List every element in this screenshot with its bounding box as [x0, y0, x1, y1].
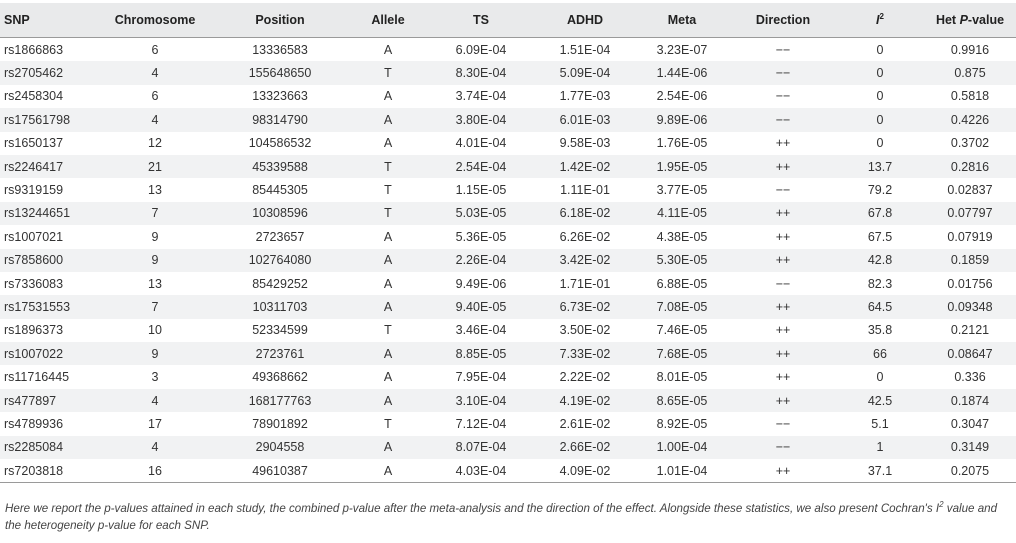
table-row — [0, 295, 1016, 318]
cell-adhd: 6.26E-02 — [559, 229, 611, 244]
cell-direction: −− — [775, 112, 791, 127]
table-row — [0, 272, 1016, 295]
cell-direction: −− — [775, 276, 791, 291]
cell-het-p-value: 0.875 — [954, 66, 986, 81]
cell-allele: A — [383, 370, 393, 385]
cell-ts: 7.95E-04 — [455, 370, 507, 385]
cell-position: 49610387 — [210, 459, 350, 483]
cell-position: 85429252 — [252, 276, 308, 291]
cell-direction: ++ — [775, 299, 791, 314]
cell-chromosome: 7 — [151, 206, 159, 221]
cell-het-p-value: 0.3047 — [950, 416, 990, 431]
cell-meta: 7.68E-05 — [656, 346, 708, 361]
cell-adhd: 2.66E-02 — [559, 440, 611, 455]
cell-allele: T — [384, 416, 392, 431]
cell-ts: 5.03E-05 — [455, 206, 507, 221]
cell-snp: rs1896373 — [4, 323, 64, 338]
cell-meta: 1.00E-04 — [656, 440, 708, 455]
cell-adhd: 3.50E-02 — [559, 323, 611, 338]
cell-snp: rs1007021 — [4, 229, 64, 244]
cell-position: 168177763 — [248, 393, 312, 408]
cell-allele: T — [384, 159, 392, 174]
header-direction: Direction — [730, 3, 836, 38]
cell-allele: A — [383, 42, 393, 57]
cell-het-p-value: 0.07919 — [947, 229, 993, 244]
cell-chromosome: 6 — [151, 42, 159, 57]
cell-position: 98314790 — [252, 112, 308, 127]
cell-snp: rs7858600 — [4, 253, 64, 268]
cell-allele: A — [383, 253, 393, 268]
cell-meta: 3.23E-07 — [656, 42, 708, 57]
cell-direction: ++ — [730, 459, 836, 483]
cell-direction: ++ — [775, 253, 791, 268]
cell-meta: 8.92E-05 — [656, 416, 708, 431]
cell-position: 13323663 — [252, 89, 308, 104]
cell-snp: rs2705462 — [4, 66, 64, 81]
cell-snp: rs11716445 — [4, 370, 70, 385]
cell-meta: 6.88E-05 — [656, 276, 708, 291]
cell-chromosome: 21 — [148, 159, 162, 174]
cell-allele: T — [384, 206, 392, 221]
cell-allele: A — [383, 393, 393, 408]
i2-letter: I — [876, 13, 880, 27]
cell-snp: rs13244651 — [4, 206, 71, 221]
cell-meta: 2.54E-06 — [656, 89, 708, 104]
cell-ts: 3.10E-04 — [455, 393, 507, 408]
cell-direction: ++ — [775, 393, 791, 408]
cell-direction: −− — [775, 66, 791, 81]
table-caption — [5, 500, 1011, 534]
cell-chromosome: 4 — [151, 393, 159, 408]
table-header-row — [0, 3, 1016, 38]
cell-adhd: 1.51E-04 — [559, 42, 611, 57]
cell-i2: 42.8 — [867, 253, 893, 268]
cell-direction: ++ — [775, 159, 791, 174]
cell-i2: 0 — [876, 42, 884, 57]
cell-chromosome: 17 — [148, 416, 162, 431]
cell-adhd: 6.18E-02 — [559, 206, 611, 221]
table-row — [0, 412, 1016, 435]
cell-ts: 6.09E-04 — [455, 42, 507, 57]
cell-chromosome: 6 — [151, 89, 159, 104]
cell-direction: ++ — [775, 206, 791, 221]
cell-ts: 5.36E-05 — [455, 229, 507, 244]
cell-ts: 3.80E-04 — [455, 112, 507, 127]
cell-chromosome: 16 — [100, 459, 210, 483]
cell-snp: rs2458304 — [4, 89, 64, 104]
het-p-letter: P — [959, 13, 968, 27]
cell-direction: −− — [775, 42, 791, 57]
cell-position: 2723761 — [255, 346, 305, 361]
header-snp: SNP — [0, 3, 100, 38]
cell-ts: 8.85E-05 — [455, 346, 507, 361]
cell-i2: 1 — [876, 440, 884, 455]
table-row — [0, 436, 1016, 459]
cell-adhd: 6.01E-03 — [559, 112, 611, 127]
cell-ts: 8.07E-04 — [455, 440, 507, 455]
cell-adhd: 4.09E-02 — [536, 459, 634, 483]
cell-i2: 79.2 — [867, 183, 893, 198]
cell-snp: rs1650137 — [4, 136, 64, 151]
cell-meta: 4.11E-05 — [657, 206, 707, 221]
cell-direction: −− — [775, 416, 791, 431]
cell-ts: 2.54E-04 — [455, 159, 507, 174]
cell-position: 85445305 — [252, 183, 308, 198]
cell-het-p-value: 0.1859 — [950, 253, 990, 268]
cell-ts: 3.74E-04 — [455, 89, 507, 104]
cell-ts: 9.40E-05 — [455, 299, 507, 314]
cell-meta: 8.65E-05 — [656, 393, 708, 408]
cell-adhd: 2.22E-02 — [559, 370, 611, 385]
cell-het-p-value: 0.4226 — [950, 112, 990, 127]
cell-meta: 1.95E-05 — [656, 159, 708, 174]
cell-snp: rs7336083 — [4, 276, 64, 291]
het-suffix: -value — [967, 13, 1005, 27]
cell-i2: 13.7 — [867, 159, 893, 174]
table-row — [0, 319, 1016, 342]
cell-i2: 66 — [873, 346, 887, 361]
cell-position: 104586532 — [248, 136, 312, 151]
cell-meta: 5.30E-05 — [656, 253, 708, 268]
table-row — [0, 389, 1016, 412]
cell-snp: rs4789936 — [4, 416, 64, 431]
cell-het-p-value: 0.08647 — [947, 346, 993, 361]
i2-superscript: 2 — [879, 11, 884, 21]
table-body — [0, 38, 1016, 483]
cell-allele: A — [383, 299, 393, 314]
cell-direction: −− — [775, 89, 791, 104]
cell-chromosome: 9 — [151, 229, 159, 244]
cell-i2: 82.3 — [867, 276, 893, 291]
cell-chromosome: 13 — [148, 276, 162, 291]
cell-allele: A — [383, 276, 393, 291]
caption-text-part2: value and the heterogeneity p-value for each SNP. — [5, 502, 998, 532]
cell-snp: rs17531553 — [4, 299, 71, 314]
cell-position: 102764080 — [248, 253, 312, 268]
cell-i2: 0 — [876, 370, 884, 385]
cell-chromosome: 12 — [148, 136, 162, 151]
cell-i2: 0 — [876, 66, 884, 81]
cell-chromosome: 3 — [151, 370, 159, 385]
cell-het-p-value: 0.5818 — [950, 89, 990, 104]
cell-meta: 1.44E-06 — [656, 66, 708, 81]
cell-meta: 8.01E-05 — [656, 370, 708, 385]
cell-i2: 64.5 — [867, 299, 893, 314]
caption-i-letter: I — [935, 502, 940, 515]
cell-allele: A — [383, 136, 393, 151]
cell-position: 10311703 — [252, 299, 308, 314]
table-row — [0, 85, 1016, 108]
cell-adhd: 9.58E-03 — [559, 136, 611, 151]
table-row — [0, 132, 1016, 155]
cell-het-p-value: 0.2816 — [950, 159, 990, 174]
table-row — [0, 61, 1016, 84]
cell-ts: 3.46E-04 — [455, 323, 507, 338]
cell-i2: 67.5 — [867, 229, 893, 244]
cell-adhd: 5.09E-04 — [559, 66, 611, 81]
table-row — [0, 178, 1016, 201]
cell-allele: A — [383, 229, 393, 244]
cell-direction: −− — [775, 440, 791, 455]
cell-snp: rs1007022 — [4, 346, 64, 361]
table-row — [0, 108, 1016, 131]
header-chromosome: Chromosome — [100, 3, 210, 38]
cell-meta: 1.01E-04 — [634, 459, 730, 483]
cell-i2: 35.8 — [867, 323, 893, 338]
cell-chromosome: 4 — [151, 112, 159, 127]
cell-chromosome: 7 — [151, 299, 159, 314]
cell-position: 78901892 — [252, 416, 308, 431]
cell-allele: T — [384, 183, 392, 198]
cell-allele: A — [383, 346, 393, 361]
snp-results-table — [0, 3, 1016, 483]
header-ts: TS — [426, 3, 536, 38]
cell-allele: A — [383, 440, 393, 455]
table-row — [0, 342, 1016, 365]
cell-snp: rs17561798 — [4, 112, 71, 127]
cell-allele: A — [383, 112, 393, 127]
cell-het-p-value: 0.9916 — [950, 42, 990, 57]
cell-position: 45339588 — [252, 159, 308, 174]
header-adhd: ADHD — [536, 3, 634, 38]
cell-allele: A — [383, 89, 393, 104]
cell-meta: 3.77E-05 — [656, 183, 708, 198]
cell-adhd: 7.33E-02 — [559, 346, 611, 361]
cell-het-p-value: 0.02837 — [947, 183, 993, 198]
cell-i2: 42.5 — [867, 393, 893, 408]
cell-position: 2904558 — [255, 440, 305, 455]
header-i2 — [836, 3, 924, 38]
cell-adhd: 3.42E-02 — [559, 253, 611, 268]
cell-het-p-value: 0.2121 — [950, 323, 990, 338]
cell-chromosome: 13 — [148, 183, 162, 198]
cell-het-p-value: 0.07797 — [947, 206, 993, 221]
header-allele: Allele — [350, 3, 426, 38]
cell-position: 49368662 — [252, 370, 308, 385]
cell-adhd: 1.71E-01 — [559, 276, 611, 291]
cell-het-p-value: 0.01756 — [947, 276, 993, 291]
cell-position: 52334599 — [252, 323, 308, 338]
cell-meta: 4.38E-05 — [656, 229, 708, 244]
cell-snp: rs7203818 — [0, 459, 100, 483]
cell-het-p-value: 0.336 — [954, 370, 986, 385]
cell-position: 2723657 — [255, 229, 305, 244]
cell-allele: T — [384, 323, 392, 338]
cell-adhd: 1.42E-02 — [559, 159, 611, 174]
cell-ts: 2.26E-04 — [455, 253, 507, 268]
cell-snp: rs9319159 — [4, 183, 64, 198]
caption-i-superscript: 2 — [939, 500, 944, 510]
table-row — [0, 155, 1016, 178]
table-row — [0, 202, 1016, 225]
cell-het-p-value: 0.3149 — [950, 440, 990, 455]
cell-meta: 7.08E-05 — [656, 299, 708, 314]
caption-text-part1: Here we report the p-values attained in each study, the combined p-value after the meta-analysis and the direction of the effect. Alongside these statistics, we also present Cochran's — [5, 502, 936, 515]
cell-i2: 67.8 — [867, 206, 893, 221]
cell-position: 155648650 — [248, 66, 312, 81]
cell-allele: A — [350, 459, 426, 483]
cell-snp: rs1866863 — [4, 42, 64, 57]
table-row — [0, 38, 1016, 62]
cell-het-p-value: 0.09348 — [947, 299, 993, 314]
cell-direction: ++ — [775, 136, 791, 151]
cell-direction: ++ — [775, 323, 791, 338]
cell-meta: 7.46E-05 — [656, 323, 708, 338]
cell-ts: 7.12E-04 — [455, 416, 507, 431]
cell-ts: 9.49E-06 — [455, 276, 507, 291]
cell-i2: 37.1 — [836, 459, 924, 483]
cell-ts: 8.30E-04 — [455, 66, 507, 81]
cell-het-p-value: 0.2075 — [924, 459, 1016, 483]
table-row — [0, 225, 1016, 248]
cell-adhd: 4.19E-02 — [559, 393, 611, 408]
cell-snp: rs2246417 — [4, 159, 64, 174]
cell-i2: 0 — [876, 89, 884, 104]
cell-het-p-value: 0.3702 — [950, 136, 990, 151]
cell-adhd: 1.11E-01 — [560, 183, 610, 198]
header-meta: Meta — [634, 3, 730, 38]
cell-direction: −− — [775, 183, 791, 198]
cell-direction: ++ — [775, 370, 791, 385]
cell-chromosome: 4 — [151, 66, 159, 81]
cell-meta: 1.76E-05 — [656, 136, 708, 151]
table-row — [0, 249, 1016, 272]
cell-ts: 4.03E-04 — [426, 459, 536, 483]
table-row — [0, 459, 1016, 483]
table-row — [0, 365, 1016, 388]
cell-position: 13336583 — [252, 42, 308, 57]
cell-chromosome: 9 — [151, 346, 159, 361]
header-position: Position — [210, 3, 350, 38]
cell-chromosome: 4 — [151, 440, 159, 455]
het-prefix: Het — [935, 13, 960, 27]
cell-i2: 5.1 — [871, 416, 889, 431]
cell-het-p-value: 0.1874 — [950, 393, 990, 408]
cell-direction: ++ — [775, 229, 791, 244]
cell-chromosome: 9 — [151, 253, 159, 268]
cell-direction: ++ — [775, 346, 791, 361]
header-het-p-value — [924, 3, 1016, 38]
cell-ts: 4.01E-04 — [455, 136, 507, 151]
cell-snp: rs477897 — [4, 393, 57, 408]
cell-ts: 1.15E-05 — [455, 183, 507, 198]
cell-position: 10308596 — [252, 206, 308, 221]
cell-snp: rs2285084 — [4, 440, 64, 455]
cell-i2: 0 — [876, 136, 884, 151]
cell-chromosome: 10 — [148, 323, 162, 338]
cell-meta: 9.89E-06 — [656, 112, 708, 127]
cell-allele: T — [384, 66, 392, 81]
cell-adhd: 1.77E-03 — [559, 89, 611, 104]
cell-adhd: 6.73E-02 — [559, 299, 611, 314]
cell-adhd: 2.61E-02 — [559, 416, 611, 431]
cell-i2: 0 — [876, 112, 884, 127]
